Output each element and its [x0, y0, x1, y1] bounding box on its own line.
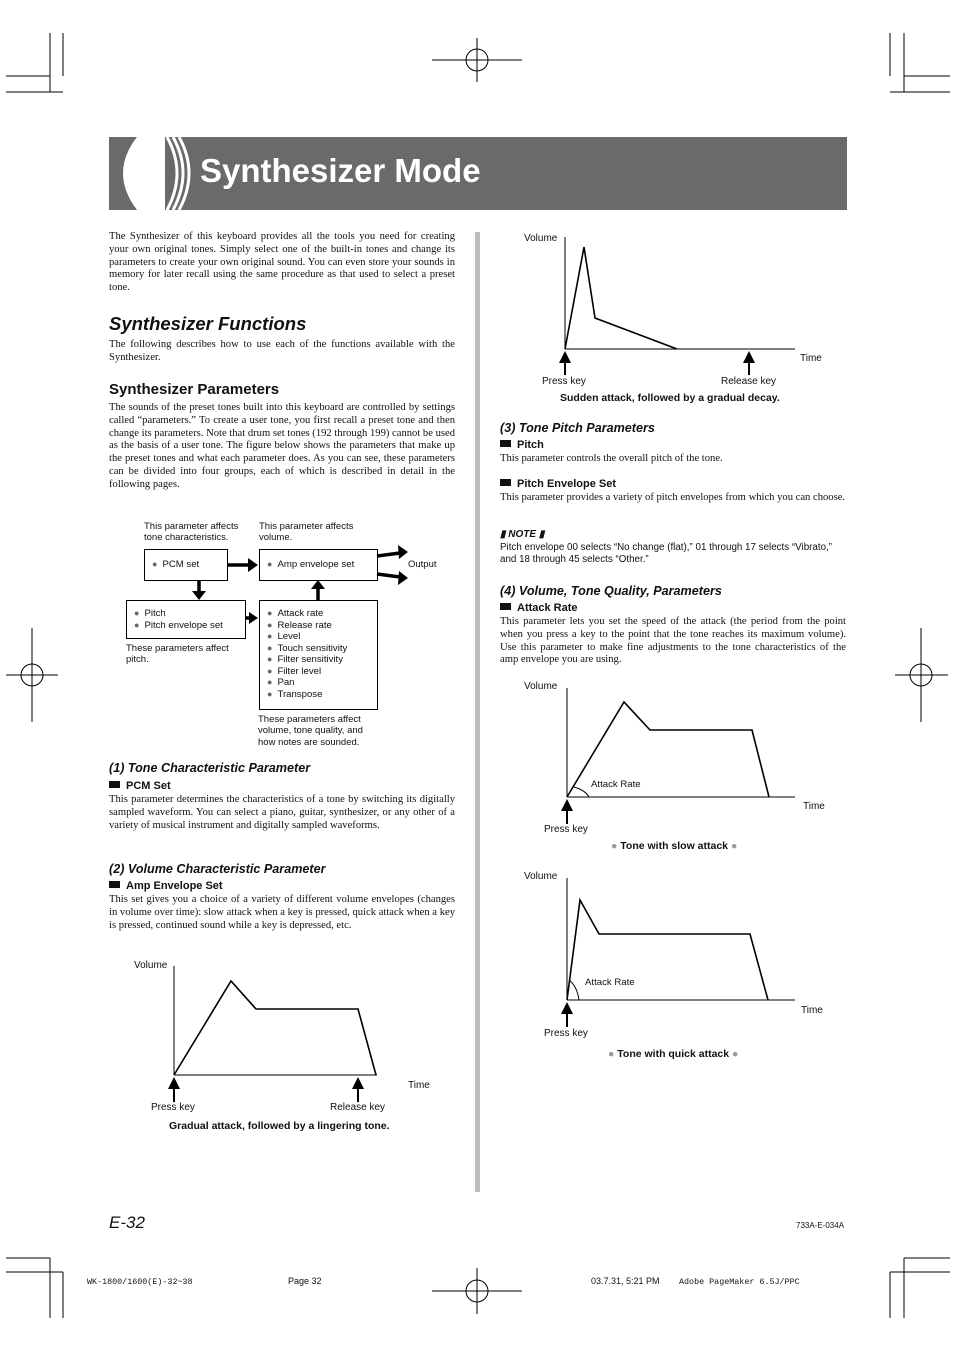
param-filter-level: ● Filter level — [267, 666, 347, 678]
functions-text: The following describes how to use each of the functions available with the Synthesizer. — [109, 339, 455, 363]
pitch-envelope-item: ● Pitch envelope set — [134, 620, 223, 632]
section1-title: (1) Tone Characteristic Parameter — [109, 761, 311, 775]
graph2-release-key: Release key — [721, 376, 777, 387]
footer-page-label: Page 32 — [288, 1276, 322, 1286]
param-pan: ● Pan — [267, 677, 347, 689]
graph4-volume-label: Volume — [524, 871, 558, 882]
section1-text: This parameter determines the characteristics of a tone by switching its digitally sampled waveform. You can select a piano, guitar, synthesizer, or any other of a variety of musical instrument and digitally sampled waveforms. — [109, 794, 455, 831]
amp-envelope-label: ● Amp envelope set — [267, 559, 354, 571]
graph3-attack-label: Attack Rate — [591, 779, 641, 790]
section3-param1: Pitch — [500, 439, 544, 451]
graph2-volume-label: Volume — [524, 233, 558, 244]
page-title: Synthesizer Mode — [200, 152, 481, 189]
param-release-rate: ● Release rate — [267, 620, 347, 632]
footer-filename: WK-1800/1600(E)-32~38 — [87, 1277, 193, 1287]
parameters-heading: Synthesizer Parameters — [109, 381, 280, 398]
section4-title: (4) Volume, Tone Quality, Parameters — [500, 584, 722, 598]
param-filter-sensitivity: ● Filter sensitivity — [267, 654, 347, 666]
functions-heading: Synthesizer Functions — [109, 313, 307, 334]
document-code: 733A-E-034A — [796, 1221, 845, 1230]
note-text: Pitch envelope 00 selects “No change (flat),” 01 through 17 selects “Vibrato,” and 18 through 45 selects “Other.” — [500, 542, 833, 565]
note-marker-icon: ▮ — [500, 529, 509, 540]
pitch-item: ● Pitch — [134, 608, 223, 620]
graph3-time-label: Time — [803, 801, 825, 812]
section4-param: Attack Rate — [500, 602, 578, 614]
section4-text: This parameter lets you set the speed of the attack (the period from the point when you press a key to the point that the tone reaches its maximum volume). Use this parameter to make fine adjustments to the tone characteristics of the amp envelope you are using. — [500, 616, 846, 666]
diagram-note-tone: This parameter affects tone characteristics. — [144, 521, 239, 544]
section2-param: Amp Envelope Set — [109, 880, 223, 892]
bullet-icon: ● — [608, 1048, 615, 1060]
graph3-press-key: Press key — [544, 824, 588, 835]
param-touch-sensitivity: ● Touch sensitivity — [267, 643, 347, 655]
param-attack-rate: ● Attack rate — [267, 608, 347, 620]
intro-text: The Synthesizer of this keyboard provides all the tools you need for creating your own original tones. Simply select one of the built-in tones and change its parameters to create your own original sound. You can even store your sounds in memory for later recall using the same procedure as that used to select a preset tone. — [109, 231, 455, 294]
section3-param2: Pitch Envelope Set — [500, 478, 616, 490]
section3-text2: This parameter provides a variety of pitch envelopes from which you can choose. — [500, 492, 846, 503]
graph2-time-label: Time — [800, 353, 822, 364]
note-label: NOTE — [508, 529, 537, 540]
graph1-release-key: Release key — [330, 1102, 386, 1113]
graph4-caption-text: Tone with quick attack — [617, 1048, 730, 1060]
graph4-press-key: Press key — [544, 1028, 588, 1039]
graph1-caption: Gradual attack, followed by a lingering tone. — [169, 1120, 390, 1132]
footer-app: Adobe PageMaker 6.5J/PPC — [679, 1277, 800, 1287]
page-number: E-32 — [109, 1213, 145, 1232]
pcm-set-label: ● PCM set — [152, 559, 199, 571]
graph2-press-key: Press key — [542, 376, 586, 387]
section2-title: (2) Volume Characteristic Parameter — [109, 862, 326, 876]
footer-date: 03.7.31, 5:21 PM — [591, 1276, 660, 1286]
diagram-volume-note: These parameters affect volume, tone quality, and how notes are sounded. — [258, 714, 363, 748]
section2-text: This set gives you a choice of a variety of different volume envelopes (changes in volume over time): slow attack when a key is pressed, quick attack when a key is pressed, continued sound while a key is depressed, etc. — [109, 894, 455, 931]
param-transpose: ● Transpose — [267, 689, 347, 701]
graph4-time-label: Time — [801, 1005, 823, 1016]
diagram-pitch-note: These parameters affect pitch. — [126, 643, 229, 666]
parameters-text: The sounds of the preset tones built into this keyboard are controlled by settings called “parameters.” To create a user tone, you first recall a preset tone and then change its parameters. Note that drum set tones (192 through 199) cannot be used as the basis of a user tone. The figure below shows the parameters that make up the preset tones and what each parameter does. As you can see, these parameters can be divided into four groups, each of which is described in detail in the following pages. — [109, 402, 455, 490]
diagram-output-label: Output — [408, 559, 437, 570]
graph3-volume-label: Volume — [524, 681, 558, 692]
bullet-icon: ● — [732, 1048, 739, 1060]
section3-text1: This parameter controls the overall pitch of the tone. — [500, 453, 723, 464]
graph3-caption-text: Tone with slow attack — [620, 840, 729, 852]
bullet-icon: ● — [730, 840, 738, 852]
param-level: ● Level — [267, 631, 347, 643]
graph1-press-key: Press key — [151, 1102, 195, 1113]
diagram-note-volume: This parameter affects volume. — [259, 521, 354, 544]
graph1-volume-label: Volume — [134, 960, 168, 971]
graph1-time-label: Time — [408, 1080, 430, 1091]
note-marker-icon: ▮ — [536, 529, 545, 540]
section3-title: (3) Tone Pitch Parameters — [500, 421, 655, 435]
bullet-icon: ● — [611, 840, 618, 852]
graph4-attack-label: Attack Rate — [585, 977, 635, 988]
graph2-caption: Sudden attack, followed by a gradual decay. — [560, 392, 780, 404]
section1-param: PCM Set — [109, 780, 171, 792]
graph4-caption — [608, 1048, 738, 1060]
